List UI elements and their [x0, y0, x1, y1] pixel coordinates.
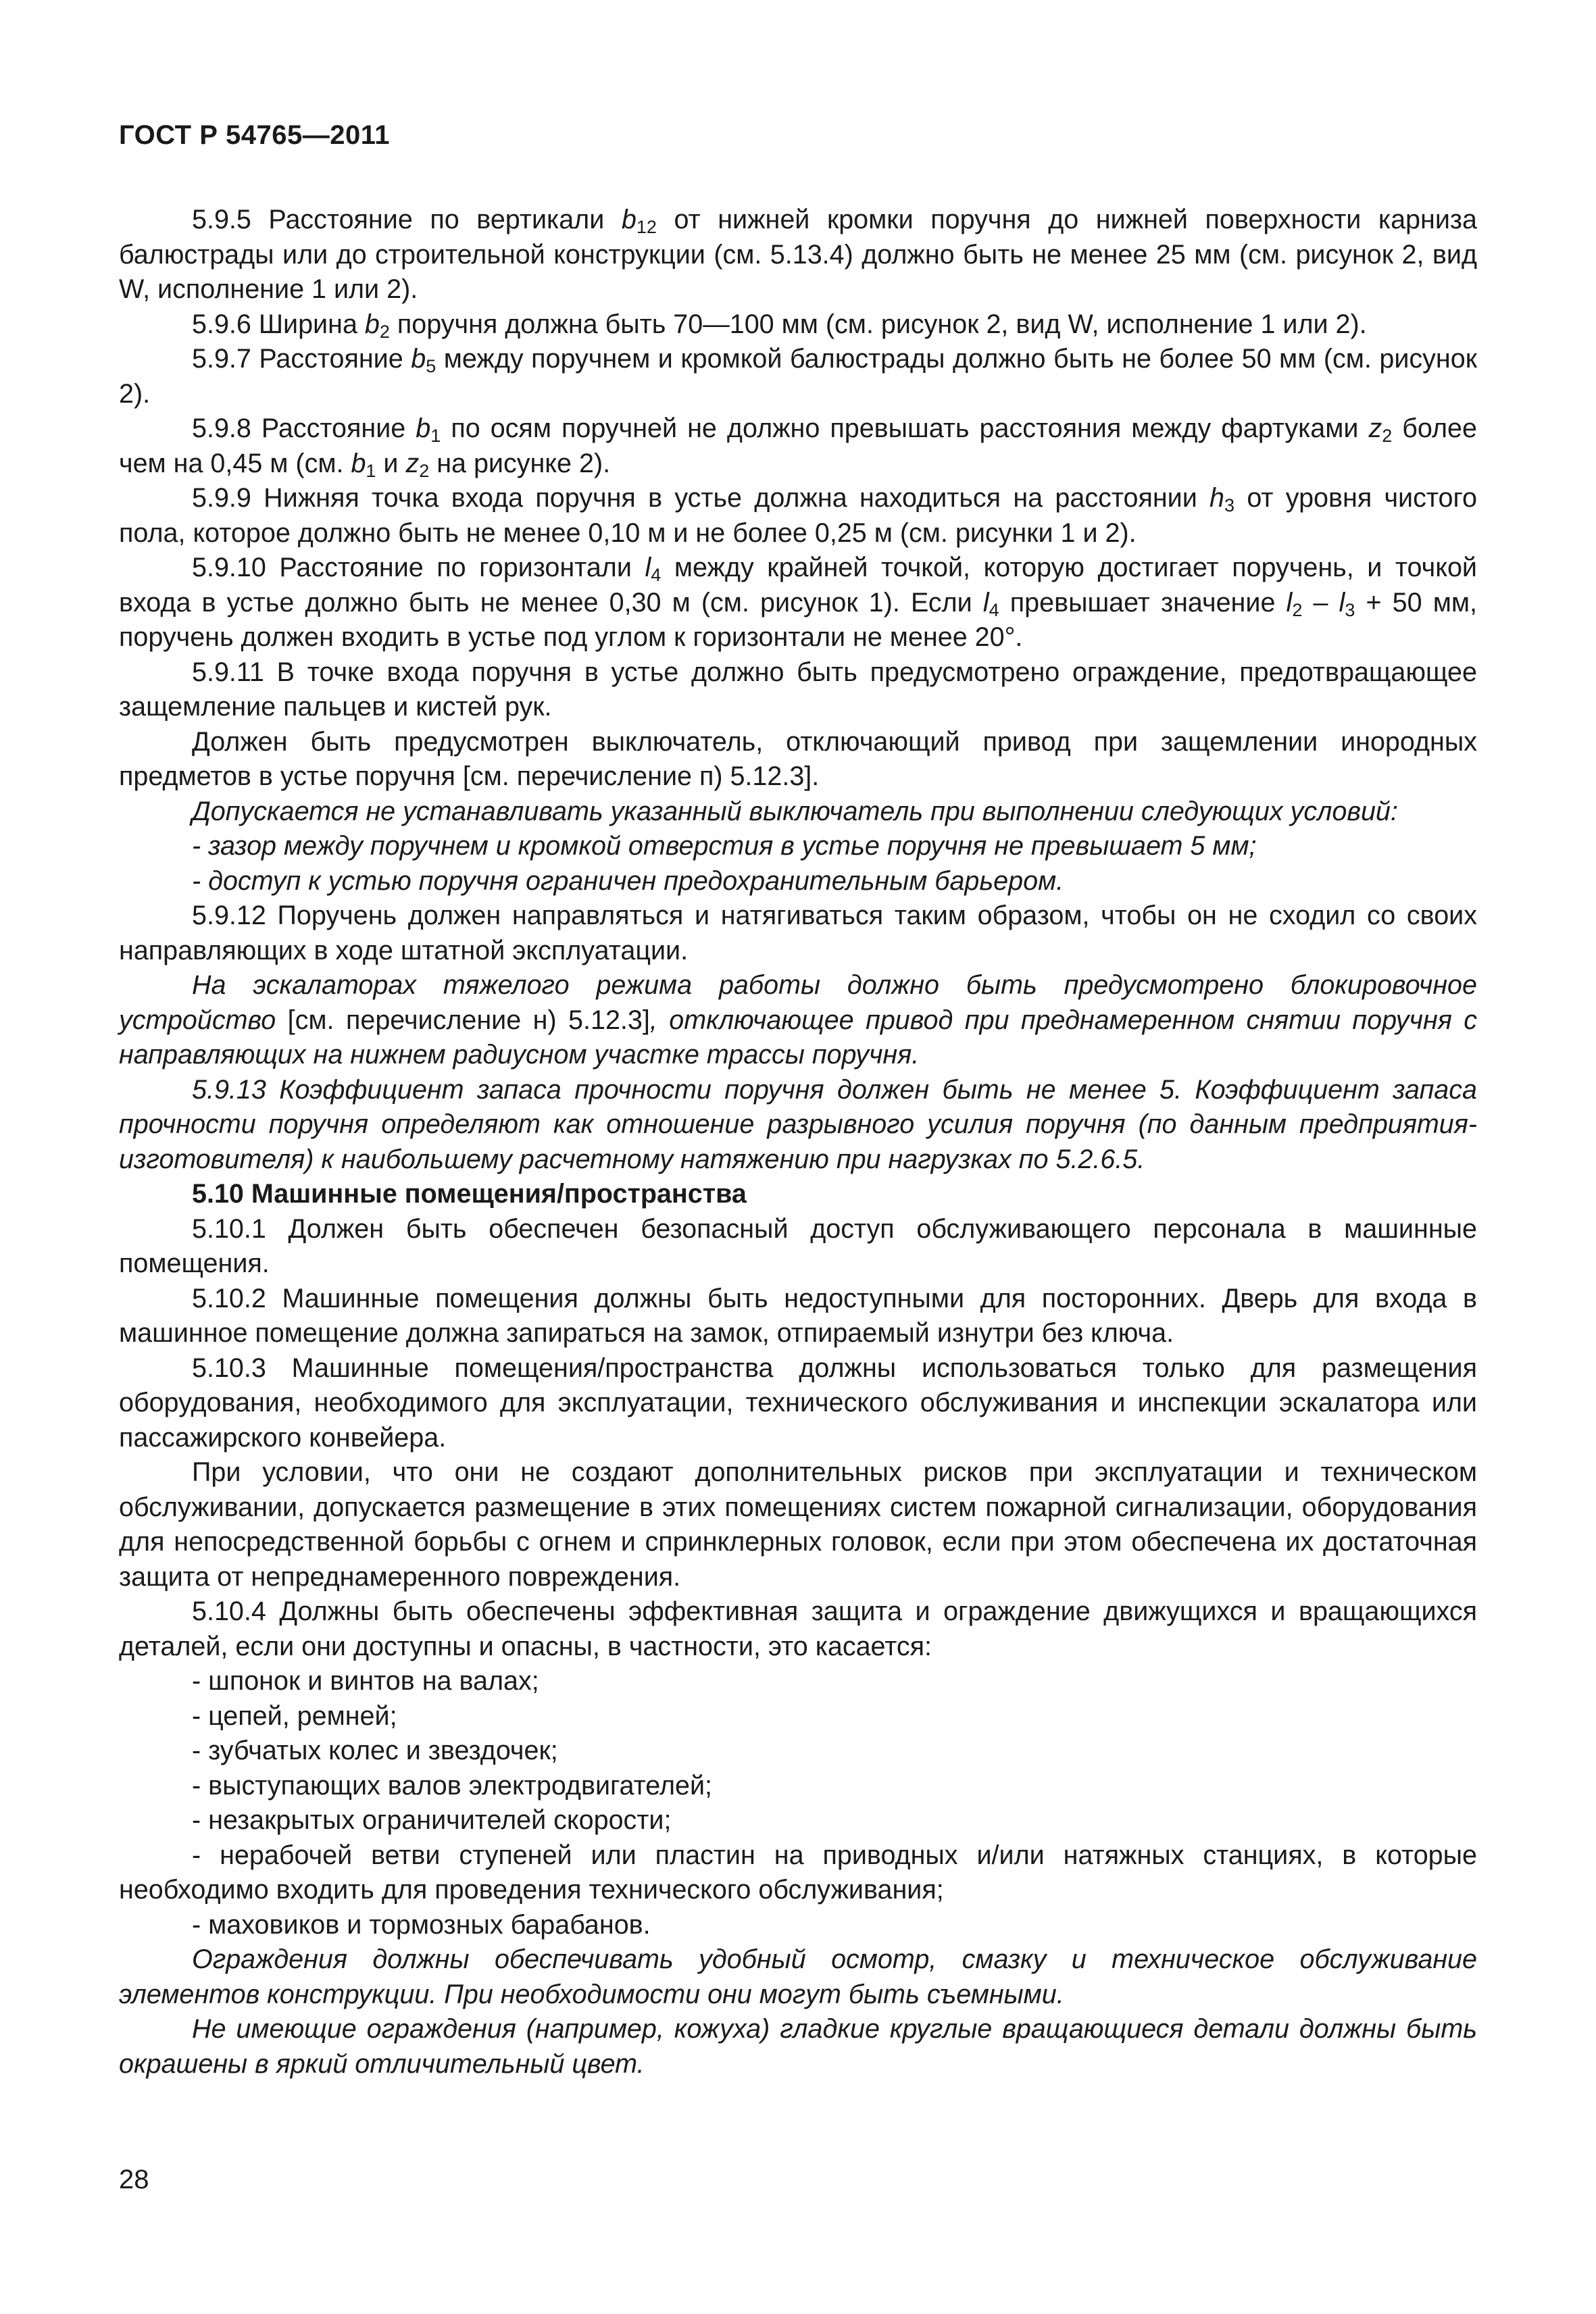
guard-item-7 [119, 1908, 1477, 1943]
text-segment: 5.9.5 Расстояние по вертикали [192, 205, 622, 234]
text-segment: 5.10.2 Машинные помещения должны быть недоступными для посторонних. Дверь для входа в машинное помещение должна запираться на замок, отпираемый изнутри без ключа. [119, 1283, 1477, 1348]
math-variable: l [1286, 587, 1293, 618]
exemption-item-2 [119, 864, 1477, 899]
text-segment: Должен быть предусмотрен выключатель, отключающий привод при защемлении инородных предметов в устье поручня [см. перечисление п) 5.12.3]. [119, 726, 1477, 791]
clause-5-10-3 [119, 1351, 1477, 1456]
guard-item-5 [119, 1803, 1477, 1838]
text-segment: 5.9.10 Расстояние по горизонтали [192, 553, 645, 582]
math-variable: z [405, 448, 420, 478]
clause-5-9-10 [119, 551, 1477, 655]
math-variable: z [1368, 413, 1382, 443]
subscript: 1 [430, 426, 441, 446]
clause-5-9-5 [119, 203, 1477, 307]
text-segment: более чем на 0,45 м (см. [119, 413, 1477, 478]
subscript: 5 [426, 356, 437, 376]
text-segment: Не имеющие ограждения (например, кожуха) гладкие круглые вращающиеся детали должны быть окрашены в яркий отличительный цвет. [119, 2014, 1477, 2079]
page-number: 28 [119, 2165, 149, 2194]
text-segment: 5.9.13 Коэффициент запаса прочности поручня должен быть не менее 5. Коэффициент запаса прочности поручня определяют как отношение разрывного усилия поручня (по данным предприятия-изготовителя) к наибольшему расчетному натяжению при нагрузках по 5.2.6.5. [119, 1074, 1477, 1174]
text-segment: - доступ к устью поручня ограничен предохранительным барьером. [192, 865, 1064, 896]
text-segment: - маховиков и тормозных барабанов. [192, 1909, 651, 1940]
clause-5-10-1 [119, 1212, 1477, 1282]
fire-equipment-note [119, 1455, 1477, 1594]
text-segment: между поручнем и кромкой балюстрады должно быть не более 50 мм (см. рисунок 2). [119, 344, 1477, 409]
text-segment: 5.10 Машинные помещения/пространства [192, 1179, 747, 1209]
text-segment: от уровня чистого пола, которое должно быть не менее 0,10 м и не более 0,25 м (см. рисунки 1 и 2). [119, 483, 1477, 548]
guard-item-6 [119, 1838, 1477, 1908]
text-segment: и [376, 448, 406, 478]
text-segment: - цепей, ремней; [192, 1701, 397, 1731]
guard-item-4 [119, 1769, 1477, 1804]
text-segment: 5.9.11 В точке входа поручня в устье должно быть предусмотрено ограждение, предотвращающее защемление пальцев и кистей рук. [119, 657, 1477, 722]
text-segment: Допускается не устанавливать указанный выключатель при выполнении следующих условий: [192, 796, 1398, 826]
section-5-10-heading [119, 1177, 1477, 1212]
text-segment: - зубчатых колес и звездочек; [192, 1736, 558, 1765]
text-segment: , отключающее привод при преднамеренном снятии поручня с направляющих на нижнем радиусном участке трассы поручня. [119, 1005, 1477, 1070]
subscript: 2 [379, 321, 390, 342]
text-segment: 5.9.7 Расстояние [192, 344, 412, 374]
math-variable: b [364, 309, 380, 339]
paint-note [119, 2012, 1477, 2082]
heavy-duty-note [119, 968, 1477, 1073]
text-segment: 5.9.8 Расстояние [192, 413, 416, 443]
subscript: 2 [1382, 426, 1393, 446]
math-variable: l [1339, 587, 1345, 618]
switch-requirement [119, 725, 1477, 795]
subscript: 12 [636, 217, 657, 237]
text-segment: между крайней точкой, которую достигает поручень, и точкой входа в устье должно быть не менее 0,30 м (см. рисунок 1). Если [119, 553, 1477, 618]
text-segment: 5.10.1 Должен быть обеспечен безопасный доступ обслуживающего персонала в машинные помещения. [119, 1213, 1477, 1278]
text-segment: 5.9.12 Поручень должен направляться и натягиваться таким образом, чтобы он не сходил со своих направляющих в ходе штатной эксплуатации. [119, 901, 1477, 965]
math-variable: b [621, 205, 637, 234]
subscript: 2 [419, 460, 430, 481]
text-segment: на рисунке 2). [429, 448, 611, 478]
text-segment: На эскалаторах тяжелого режима работы должно быть предусмотрено блокировочное устройство [119, 970, 1477, 1035]
text-segment: - шпонок и винтов на валах; [192, 1666, 539, 1696]
subscript: 4 [989, 599, 999, 620]
text-segment: поручня должна быть 70—100 мм (см. рисунок 2, вид W, исполнение 1 или 2). [389, 309, 1367, 339]
text-segment: 5.9.9 Нижняя точка входа поручня в устье должна находиться на расстоянии [192, 483, 1210, 513]
text-segment: - выступающих валов электродвигателей; [192, 1770, 713, 1801]
text-segment: - нерабочей ветви ступеней или пластин на приводных и/или натяжных станциях, в которые необходимо входить для проведения технического обслуживания; [119, 1840, 1477, 1905]
exemption-item-1 [119, 829, 1477, 864]
subscript: 2 [1292, 599, 1303, 620]
text-segment: 5.10.3 Машинные помещения/пространства должны использоваться только для размещения оборудования, необходимого для эксплуатации, технического обслуживания и инспекции эскалатора или пассажирского конвейера. [119, 1353, 1477, 1453]
text-segment: - незакрытых ограничителей скорости; [192, 1805, 672, 1835]
clause-5-9-7 [119, 342, 1477, 411]
math-variable: b [416, 413, 431, 443]
text-segment: + 50 мм, поручень должен входить в устье под углом к горизонтали не менее 20°. [119, 587, 1477, 652]
clause-5-9-11 [119, 655, 1477, 725]
text-segment: [см. перечисление н) 5.12.3] [287, 1005, 650, 1035]
text-segment: 5.10.4 Должны быть обеспечены эффективная защита и ограждение движущихся и вращающихся деталей, если они доступны и опасны, в частности, это касается: [119, 1596, 1477, 1661]
clause-5-9-13 [119, 1073, 1477, 1178]
subscript: 3 [1224, 495, 1235, 515]
text-segment: от нижней кромки поручня до нижней поверхности карниза балюстрады или до строительной конструкции (см. 5.13.4) должно быть не менее 25 мм (см. рисунок 2, вид W, исполнение 1 или 2). [119, 205, 1477, 304]
clause-5-10-4 [119, 1594, 1477, 1664]
guard-access-note [119, 1942, 1477, 2012]
text-segment: по осям поручней не должно превышать расстояния между фартуками [441, 413, 1369, 443]
guard-item-1 [119, 1664, 1477, 1699]
document-body [119, 203, 1477, 2082]
document-header: ГОСТ Р 54765—2011 [119, 120, 390, 150]
text-segment: 5.9.6 Ширина [192, 309, 365, 339]
subscript: 1 [366, 460, 376, 481]
math-variable: b [411, 344, 426, 374]
text-segment: – [1302, 587, 1339, 618]
subscript: 3 [1345, 599, 1355, 620]
text-segment: превышает значение [999, 587, 1287, 618]
switch-exemption [119, 795, 1477, 830]
guard-item-2 [119, 1699, 1477, 1734]
math-variable: l [645, 553, 651, 582]
text-segment: При условии, что они не создают дополнительных рисков при эксплуатации и техническом обслуживании, допускается размещение в этих помещениях систем пожарной сигнализации, оборудования для непосредственной борьбы с огнем и спринклерных головок, если при этом обеспечена их достаточная защита от непреднамеренного повреждения. [119, 1457, 1477, 1592]
text-segment: Ограждения должны обеспечивать удобный осмотр, смазку и техническое обслуживание элементов конструкции. При необходимости они могут быть съемными. [119, 1944, 1477, 2009]
clause-5-9-9 [119, 481, 1477, 551]
guard-item-3 [119, 1734, 1477, 1769]
math-variable: b [351, 448, 366, 478]
math-variable: l [982, 587, 989, 618]
clause-5-9-8 [119, 411, 1477, 481]
clause-5-9-12 [119, 899, 1477, 968]
subscript: 4 [651, 565, 662, 585]
text-segment: - зазор между поручнем и кромкой отверстия в устье поручня не превышает 5 мм; [192, 831, 1257, 861]
math-variable: h [1210, 483, 1225, 513]
clause-5-9-6 [119, 307, 1477, 343]
clause-5-10-2 [119, 1282, 1477, 1351]
